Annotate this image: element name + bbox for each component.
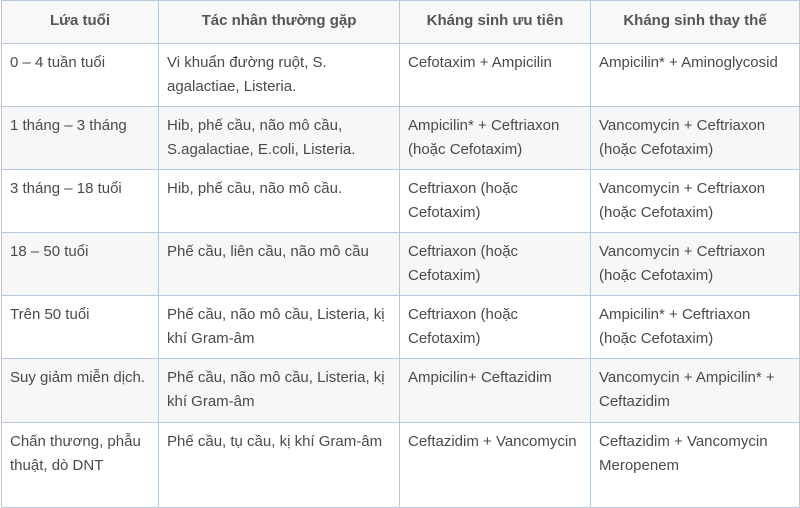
cell-age-group: 0 – 4 tuần tuổi	[2, 44, 159, 107]
cell-preferred: Ceftazidim + Vancomycin	[400, 423, 591, 508]
cell-alternative: Vancomycin + Ceftriaxon (hoặc Cefotaxim)	[591, 233, 800, 296]
cell-age-group: 18 – 50 tuổi	[2, 233, 159, 296]
cell-preferred: Ceftriaxon (hoặc Cefotaxim)	[400, 170, 591, 233]
cell-alternative: Vancomycin + Ampicilin* + Ceftazidim	[591, 359, 800, 423]
cell-age-group: Trên 50 tuổi	[2, 296, 159, 359]
cell-pathogens: Phế cầu, não mô cầu, Listeria, kị khí Gram-âm	[159, 296, 400, 359]
cell-pathogens: Phế cầu, tụ cầu, kị khí Gram-âm	[159, 423, 400, 508]
cell-preferred: Ampicilin+ Ceftazidim	[400, 359, 591, 423]
header-age-group: Lứa tuổi	[2, 1, 159, 44]
cell-pathogens: Hib, phế cầu, não mô cầu, S.agalactiae, E.coli, Listeria.	[159, 107, 400, 170]
cell-alternative: Vancomycin + Ceftriaxon (hoặc Cefotaxim)	[591, 170, 800, 233]
header-preferred-antibiotic: Kháng sinh ưu tiên	[400, 1, 591, 44]
cell-pathogens: Vi khuẩn đường ruột, S. agalactiae, Listeria.	[159, 44, 400, 107]
table-row	[2, 423, 800, 508]
cell-pathogens: Phế cầu, liên cầu, não mô cầu	[159, 233, 400, 296]
cell-alternative: Ampicilin* + Aminoglycosid	[591, 44, 800, 107]
cell-pathogens: Phế cầu, não mô cầu, Listeria, kị khí Gram-âm	[159, 359, 400, 423]
header-common-pathogens: Tác nhân thường gặp	[159, 1, 400, 44]
table-row	[2, 233, 800, 296]
antibiotic-table	[1, 0, 800, 508]
table-row	[2, 359, 800, 423]
cell-preferred: Ampicilin* + Ceftriaxon (hoặc Cefotaxim)	[400, 107, 591, 170]
cell-alternative: Ampicilin* + Ceftriaxon (hoặc Cefotaxim)	[591, 296, 800, 359]
cell-alternative: Ceftazidim + Vancomycin Meropenem	[591, 423, 800, 508]
table-row	[2, 170, 800, 233]
cell-alternative: Vancomycin + Ceftriaxon (hoặc Cefotaxim)	[591, 107, 800, 170]
header-alternative-antibiotic: Kháng sinh thay thế	[591, 1, 800, 44]
cell-pathogens: Hib, phế cầu, não mô cầu.	[159, 170, 400, 233]
cell-preferred: Ceftriaxon (hoặc Cefotaxim)	[400, 296, 591, 359]
table-row	[2, 296, 800, 359]
table-row	[2, 44, 800, 107]
cell-age-group: Chấn thương, phẫu thuật, dò DNT	[2, 423, 159, 508]
cell-age-group: 1 tháng – 3 tháng	[2, 107, 159, 170]
cell-preferred: Ceftriaxon (hoặc Cefotaxim)	[400, 233, 591, 296]
cell-preferred: Cefotaxim + Ampicilin	[400, 44, 591, 107]
cell-age-group: 3 tháng – 18 tuổi	[2, 170, 159, 233]
header-row	[2, 1, 800, 44]
table-row	[2, 107, 800, 170]
cell-age-group: Suy giảm miễn dịch.	[2, 359, 159, 423]
